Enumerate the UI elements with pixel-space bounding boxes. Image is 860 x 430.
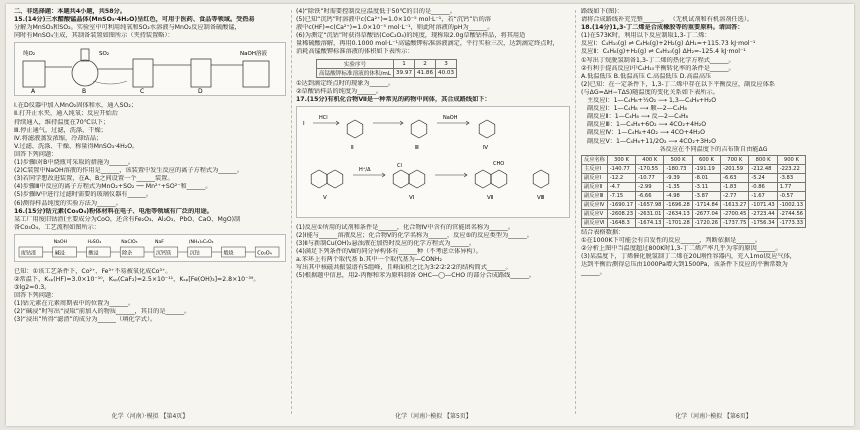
table-cell: -2.77 [721,191,749,200]
table-cell: 41.86 [415,68,436,77]
scheme-label: Cl [397,162,402,169]
text-line: (5)步骤Ⅳ中进行过滤时需要的玻璃仪器有______。 [14,191,153,199]
table-cell: 39.97 [393,68,414,77]
synthesis-scheme-figure [296,106,570,218]
table-cell: -2700.45 [721,209,749,218]
table-cell: -1696.28 [664,200,692,209]
table-cell: 高锰酸钾标准溶液的体积/mL [317,68,394,77]
text-line: ①达到滴定终点时的现象为______。 [296,79,395,87]
apparatus-label: C [140,88,145,96]
text-line: (1)钴元素在元素周期表中的位置为______。 [14,300,135,308]
table-cell: -1773.33 [777,218,805,227]
table-cell: 副反应Ⅰ [582,173,608,182]
benzene-ring [347,120,363,138]
table-cell: -9.39 [664,173,692,182]
scheme-label: Ⅵ [409,194,415,201]
exam-page-6 [581,8,846,420]
table-cell: -2631.01 [636,209,664,218]
text-line: 17.(15分)有机化合物Ⅶ是一种常见的药物中间体，其合成路线如下： [296,95,491,103]
table-cell: -2.99 [636,182,664,191]
text-line: (5)已知“沉钙”时溶液中c(Ca²⁺)=1.0×10⁻⁵ mol·L⁻¹，若“沉钙”后的溶 [296,16,491,24]
scheme-label: CHO [493,160,505,167]
table-cell: -1701.28 [664,218,692,227]
table-header: 3 [436,59,457,68]
table-header: 900 K [777,155,805,164]
exam-page-4 [14,8,286,420]
scheme-label: HCl [319,114,328,121]
scheme-label: Ⅴ [323,194,327,201]
flow-step-label: 沉钙镁 [156,250,172,257]
exam-sheet [6,4,854,426]
table-cell: -1.67 [749,191,777,200]
text-line: 反应Ⅰ：C₄H₁₀(g) ⇌ C₄H₆(g)+2H₂(g) ΔH₁=+115.73 kJ·mol⁻¹ [581,40,756,48]
flow-step-label: 碱浸 [54,250,65,257]
table-cell: -1648.3 [607,218,635,227]
text-line: (2)“碱浸”时写出“浸取”前加入的物质______，其目的是______。 [14,308,191,316]
text-line: 回答下列问题： [14,150,58,158]
text-line: ______。 [581,269,606,277]
reaction-arrow [373,121,403,125]
table-cell: -7.15 [607,191,635,200]
flow-step-label: 除杂 [122,250,133,257]
table-cell: 40.03 [436,68,457,77]
table-cell: -191.19 [692,164,720,173]
flow-step-label: 沉钴 [189,250,200,257]
flow-reagent-label: NaF [155,239,164,245]
text-line: ②分析上图中当温度超过800K时1,3-丁二烯产率几乎为零的原因______。 [581,244,782,252]
table-cell: 主反应Ⅰ [582,164,608,173]
reaction-line: 副反应Ⅲ：1—C₄H₈+6O₂ ⟶ 4CO₂+4H₂O [587,121,707,129]
flow-reagent-label: H₂SO₄ [87,239,102,245]
text-line: ③lg2=0.3。 [14,284,51,292]
scheme-label: Ⅶ [487,194,494,201]
table-cell: -2608.23 [607,209,635,218]
table-cell: -8.01 [692,173,720,182]
apparatus-label: SO₂ [99,51,110,58]
apparatus-label: NaOH溶液 [240,51,267,58]
text-line: Ⅳ.将滤液蒸发浓缩，冷却结晶； [14,134,103,142]
text-line: ②有利于提高反应Ⅰ中C₄H₁₀平衡转化率的条件是______。 [581,64,735,72]
apparatus-figure [14,42,286,96]
table-cell: -223.22 [777,164,805,173]
text-line: Ⅱ.打开止水夹，通入纯氧；反应开始后 [14,110,119,118]
scheme-label: Ⅲ [415,144,419,151]
text-line: (4)满足下列条件的Ⅶ的同分异构体有______种（不考虑立体异构）。 [296,248,482,256]
scheme-label: H⁺/Δ [359,166,371,173]
table-cell: -4.98 [664,191,692,200]
table-header: 反应名称 [582,155,608,164]
benzene-ring [491,170,507,188]
table-cell: -201.59 [721,164,749,173]
text-line: (3)某温度下，丁烯催化脱氢制丁二烯在20L刚性容器内，充入1mol反应气体， [581,252,796,260]
table-header: 400 K [636,155,664,164]
text-line: (3)Ⅱ与新制Cu(OH)₂悬浊液在加热时反应的化学方程式为______。 [296,240,476,248]
table-cell: -2723.44 [749,209,777,218]
text-line: (2)已知：在一定条件下，1,3-丁二烯中存在以下平衡反应，副反应体系 [581,80,776,88]
text-line: ①在1000K下可能会有自发性的反应______，判断依据是______。 [581,236,762,244]
text-line: 消耗高锰酸钾标准溶液的体积如下表所示： [296,48,414,56]
text-line: ②常温下，Kₛₚ(HF)=3.0×10⁻¹⁰，Kₛₚ(CaF₂)=2.5×10⁻¹¹，Kₛₚ[Fe(OH)₃]=2.8×10⁻³⁹。 [14,275,260,283]
table-cell: 副反应Ⅴ [582,209,608,218]
text-line: Ⅲ.停止通气，过滤，洗涤，干燥； [14,126,107,134]
text-line: 某工厂用废旧钴渣(主要成分为CoO，还含有Fe₂O₃、Al₂O₃、PbO、CaO、MgO)制 [14,215,241,223]
flow-reagent-label: NaOH [53,239,68,245]
text-line: (3)“浸出”所得“滤渣”的成分为______（填化学式）。 [14,316,157,324]
table-cell: -1.35 [664,182,692,191]
table-header: 800 K [749,155,777,164]
benzene-ring [411,120,427,138]
table-cell: -1690.17 [607,200,635,209]
text-line: 已知：①该工艺条件下，Co²⁺、Fe³⁺不易被氧化成Co³⁺。 [14,267,172,275]
table-cell: -3.83 [777,173,805,182]
scheme-label: Ⅱ [351,144,354,151]
text-line: Ⅰ.在D仪器中加入MnO₂固体和水，通入SO₂； [14,102,138,110]
page-footer: 化学（河南）·模拟 【第6页】 [675,413,752,420]
table-cell: -1.83 [721,182,749,191]
text-line: (1)反应①所用的试剂和条件是______，化合物Ⅳ中含有的官能团名称为______。 [296,223,515,231]
table-cell: -6.63 [721,173,749,182]
text-line: 二、非选择题：本题共4小题，共58分。 [14,8,126,15]
table-header: 1 [393,59,414,68]
text-line: (3)若同学想改进装置，在A、B之间设置一个______装置。 [14,175,174,183]
flow-reagent-label: (NH₄)₂C₂O₄ [188,239,214,245]
scheme-label: NaOH [443,114,458,121]
text-line: 分解为MnSO₃和SO₂。实验室中可利用纯氧和SO₂水溶液与MnO₂反应制备硫酸锰， [14,24,241,32]
table-cell: 副反应Ⅵ [582,218,608,227]
text-line: a.苯环上有两个取代基 b.其中一个取代基为—CONH₂ [296,256,442,264]
table-cell: 副反应Ⅳ [582,200,608,209]
table-cell: 副反应Ⅲ [582,191,608,200]
scheme-label: Ⅳ [483,144,489,151]
table-cell: -0.57 [777,191,805,200]
text-line: V.过滤、洗涤、干燥、称量得MnSO₃·4H₂O。 [14,142,139,150]
benzene-ring [475,170,491,188]
table-cell: -140.77 [607,164,635,173]
flow-step-label: 酸浸 [88,250,99,257]
table-cell: -0.86 [749,182,777,191]
exam-page-5 [296,8,571,420]
reaction-arrow [437,121,469,125]
flow-step-label: Co₃O₄ [257,250,272,257]
benzene-ring [533,170,549,188]
text-line: 16.(15分)钴元素(Co₃O₄)粉体材料在电子、电池等领域有广泛的用途。 [14,207,213,215]
text-line: 写出其中核磁共振氢谱有5组峰，且峰面积之比为3∶2∶2∶2∶2的结构简式______。 [296,264,512,272]
table-cell: -1756.34 [749,218,777,227]
text-line: ①写出丁烷脱氢制备1,3-丁二烯的热化学方程式______。 [581,56,735,64]
table-cell: -2677.04 [692,209,720,218]
reaction-line: 副反应Ⅳ：1—C₄H₈+4O₂ ⟶ 4CO+4H₂O [587,129,706,137]
table-cell: -1613.27 [721,200,749,209]
text-line: ②草酸钴样品的纯度为______。 [296,87,382,95]
reaction-line: 副反应Ⅱ：1—C₄H₈ ⟶ 反—2—C₄H₈ [587,113,689,121]
table-cell: -1714.84 [692,200,720,209]
process-flow-figure [14,234,286,262]
scheme-label: Ⅷ [537,194,545,201]
text-line: 同时有MnSO₄生成，其制备装置如图所示（夹持装置略）： [14,32,174,40]
table-cell: -6.66 [636,191,664,200]
table-cell: -180.73 [664,164,692,173]
reaction-line: 副反应Ⅴ：1—C₄H₆+11/2O₂ ⟶ 4CO₂+3H₂O [587,137,717,145]
table-cell: -2744.56 [777,209,805,218]
apparatus-label: A [31,88,36,96]
table-header: 600 K [692,155,720,164]
page-footer: 化学（河南）·模拟 【第5页】 [395,413,472,420]
table-cell: -212.48 [749,164,777,173]
reaction-arrow [313,121,339,125]
table-cell: -3.87 [692,191,720,200]
text-line: (5)根据题中信息，用2-丙醇和苯为原料制备 OHC—◯—CHO 的部分合成路线______。 [296,272,536,280]
apparatus-label: D [198,88,203,96]
table-cell: -4.7 [607,182,635,191]
text-line: (与ΔG=ΔH−TΔS)随温度的变化关系如下表所示。 [581,88,719,96]
benzene-ring [479,120,495,138]
table-cell: -2634.13 [664,209,692,218]
table-cell: 1.77 [777,182,805,191]
column-divider [575,10,576,414]
table-cell: -10.77 [636,173,664,182]
table-header: 700 K [721,155,749,164]
gibbs-energy-table [581,155,806,228]
table-cell: -3.11 [692,182,720,191]
table-cell: 副反应Ⅱ [582,182,608,191]
flow-step-label: 废钴渣 [21,250,37,257]
page-footer: 化学（河南）·模拟 【第4页】 [111,413,189,420]
text-line: (1)步骤Ⅰ对B中烧瓶可采取的措施为______。 [14,159,135,167]
benzene-ring [409,170,425,188]
table-cell: -1657.98 [636,200,664,209]
table-cell: -1002.13 [777,200,805,209]
text-line: (2)C装置中NaOH溶液的作用是______，该装置中发生反应的离子方程式为______。 [14,167,244,175]
scheme-label: Ⅰ [303,120,305,127]
text-line: 液中c(HF)=c(Ca²⁺)=1.0×10⁻⁵ mol·L⁻¹，则此时溶液的pH为______。 [296,24,494,32]
text-line: 18.(14分)1,3-丁二烯是合成橡胶等的重要原料。请回答： [581,24,744,32]
table-header: 300 K [607,155,635,164]
reaction-line: 主反应Ⅰ：1—C₄H₈+½O₂ ⟶ 1,3—C₄H₆+H₂O [587,97,717,105]
table-cell: -5.24 [749,173,777,182]
table-header: 500 K [664,155,692,164]
table-caption: 各反应在不同温度下的吉布斯自由能ΔG [659,145,768,153]
table-header: 实验序号 [317,59,394,68]
table-cell: -1674.13 [636,218,664,227]
table-cell: -170.55 [636,164,664,173]
text-line: (4)步骤Ⅲ中反应的离子方程式为MnO₂+SO₂ ── Mn²⁺+SO²⁻和______。 [14,183,212,191]
table-cell: -1071.43 [749,200,777,209]
text-line: 路线如下(图)： [581,8,623,15]
text-line: (6)测得样品纯度的实验方法为______。 [14,199,122,207]
flow-reagent-label: NaClO₃ [121,239,138,245]
text-line: 回答下列问题： [14,292,58,300]
text-line: (2)Ⅰ能与______溶液反应；化合物Ⅴ的化学名称为______，反应⑤的反应类型为______。 [296,231,533,239]
reaction-line: 副反应Ⅰ：1—C₄H₈ ⟶ 顺—2—C₄H₈ [587,105,687,113]
benzene-ring [311,170,327,188]
text-line: A.低温低压 B.低温高压 C.高温低压 D.高温高压 [581,72,712,80]
text-line: 反应Ⅱ：C₄H₈(g)+H₂(g) ⇌ C₄H₁₀(g) ΔH₂=-125.4 kJ·mol⁻¹ [581,48,746,56]
text-line: 持续通入，维持温度在70℃以下； [14,118,110,126]
table-cell: -1720.26 [692,218,720,227]
text-line: (1)在573K时，利用以下反应制取1,3-丁二烯： [581,32,711,40]
apparatus-label: 纯O₂ [23,51,36,58]
text-line: 请将合成路线补充完整______。 （无机试剂和有机溶剂任选）。 [581,16,754,24]
text-line: 15.(14分)三水醋酸锰晶体(MnSO₃·4H₂O)呈红色，可用于医药、食品等领域。受热易 [14,16,255,24]
flow-step-label: 煅烧 [223,250,234,257]
titration-table [316,59,457,78]
text-line: 备Co₃O₄，工艺流程如图所示： [14,223,100,231]
text-line: 达到平衡后测得总压由1000Pa增大到1500Pa，该条件下反应的平衡常数为 [581,261,788,269]
table-cell: -12.2 [607,173,635,182]
benzene-ring [393,170,409,188]
reaction-arrow [353,173,385,177]
table-cell: -1737.75 [721,218,749,227]
text-line: 量稀硫酸溶解，再用0.1000 mol·L⁻¹高锰酸钾标准溶液滴定，平行实验三次，达到滴定终点时， [296,40,559,48]
apparatus-label: B [82,88,87,96]
text-line: 结合表格数据： [581,228,625,236]
text-line: (4)“除铁”时需要控制反应温度低于50℃的目的是______。 [296,8,456,15]
table-header: 2 [415,59,436,68]
benzene-ring [327,170,343,188]
text-line: (6)为测定“沉钴”时获得草酸钴(CoC₂O₄)的纯度，现称取2.0g草酸钴样品，将其用适 [296,32,526,40]
reaction-arrow [435,173,467,177]
column-divider [291,10,292,414]
